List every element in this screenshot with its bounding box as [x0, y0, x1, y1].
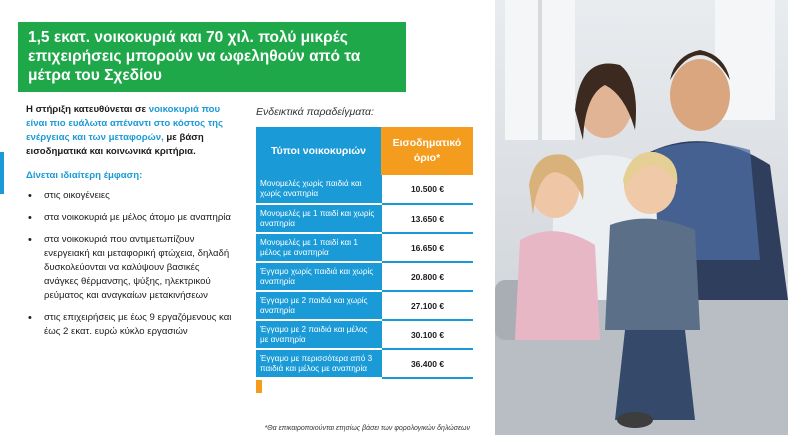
household-type-cell: Έγγαμο με 2 παιδιά και μέλος με αναπηρία	[256, 320, 381, 349]
table-header-row	[256, 127, 473, 175]
list-item: • στα νοικοκυριά που αντιμετωπίζουν ενεργειακή και μεταφορική φτώχεια, δηλαδή δυσκολεύονται να καλύψουν βασικές ανάγκες θέρμανσης, ψύξης, ηλεκτρικού ρεύματος και αναγκαίων μετακινήσεων	[26, 233, 236, 303]
slide-title: 1,5 εκατ. νοικοκυριά και 70 χιλ. πολύ μικρές επιχειρήσεις μπορούν να ωφεληθούν από τα μέτρα του Σχεδίου	[18, 22, 406, 92]
family-photo	[495, 0, 788, 435]
side-accent-bar	[0, 152, 4, 194]
table-row	[256, 349, 473, 378]
examples-label: Ενδεικτικά παραδείγματα:	[256, 106, 374, 118]
income-limit-cell: 36.400 €	[381, 349, 473, 378]
header-household-type: Τύποι νοικοκυριών	[256, 127, 381, 175]
household-type-cell: Μονομελές χωρίς παιδιά και χωρίς αναπηρία	[256, 175, 381, 204]
table-row	[256, 262, 473, 291]
intro-highlight: νοικοκυριά που είναι πιο ευάλωτα απέναντι στο κόστος της ενέργειας και των μεταφορών,	[26, 104, 223, 143]
income-limit-cell: 16.650 €	[381, 233, 473, 262]
income-limit-cell: 27.100 €	[381, 291, 473, 320]
orange-accent-bar	[256, 380, 262, 393]
intro-paragraph	[26, 103, 236, 159]
table-row	[256, 291, 473, 320]
table-row	[256, 320, 473, 349]
table-row	[256, 204, 473, 233]
household-type-cell: Μονομελές με 1 παιδί και χωρίς αναπηρία	[256, 204, 381, 233]
household-type-cell: Έγγαμο με 2 παιδιά και χωρίς αναπηρία	[256, 291, 381, 320]
income-limit-cell: 30.100 €	[381, 320, 473, 349]
intro-part1: Η στήριξη κατευθύνεται σε	[26, 104, 147, 115]
income-limit-cell: 20.800 €	[381, 262, 473, 291]
table-row	[256, 175, 473, 204]
list-item: • στα νοικοκυριά με μέλος άτομο με αναπηρία	[26, 211, 236, 225]
intro-part2: με βάση εισοδηματικά και κοινωνικά κριτήρια.	[26, 132, 204, 157]
income-limit-cell: 13.650 €	[381, 204, 473, 233]
list-item: • στις οικογένειες	[26, 189, 236, 203]
emphasis-heading: Δίνεται ιδιαίτερη έμφαση:	[26, 170, 143, 181]
family-photo-icon	[495, 0, 788, 435]
household-type-cell: Έγγαμο χωρίς παιδιά και χωρίς αναπηρία	[256, 262, 381, 291]
header-income-limit: Εισοδηματικό όριο*	[381, 127, 473, 175]
footnote: *Θα επικαιροποιούνται ετησίως βάσει των φορολογικών δηλώσεων	[264, 425, 470, 432]
income-limit-cell: 10.500 €	[381, 175, 473, 204]
table-row	[256, 233, 473, 262]
left-text-column	[26, 103, 236, 347]
list-item: • στις επιχειρήσεις με έως 9 εργαζόμενους και έως 2 εκατ. ευρώ κύκλο εργασιών	[26, 311, 236, 339]
household-type-cell: Έγγαμο με περισσότερα από 3 παιδιά και μέλος με αναπηρία	[256, 349, 381, 378]
household-type-cell: Μονομελές με 1 παιδί και 1 μέλος με αναπηρία	[256, 233, 381, 262]
emphasis-list	[26, 189, 236, 339]
income-limits-table	[256, 127, 473, 379]
